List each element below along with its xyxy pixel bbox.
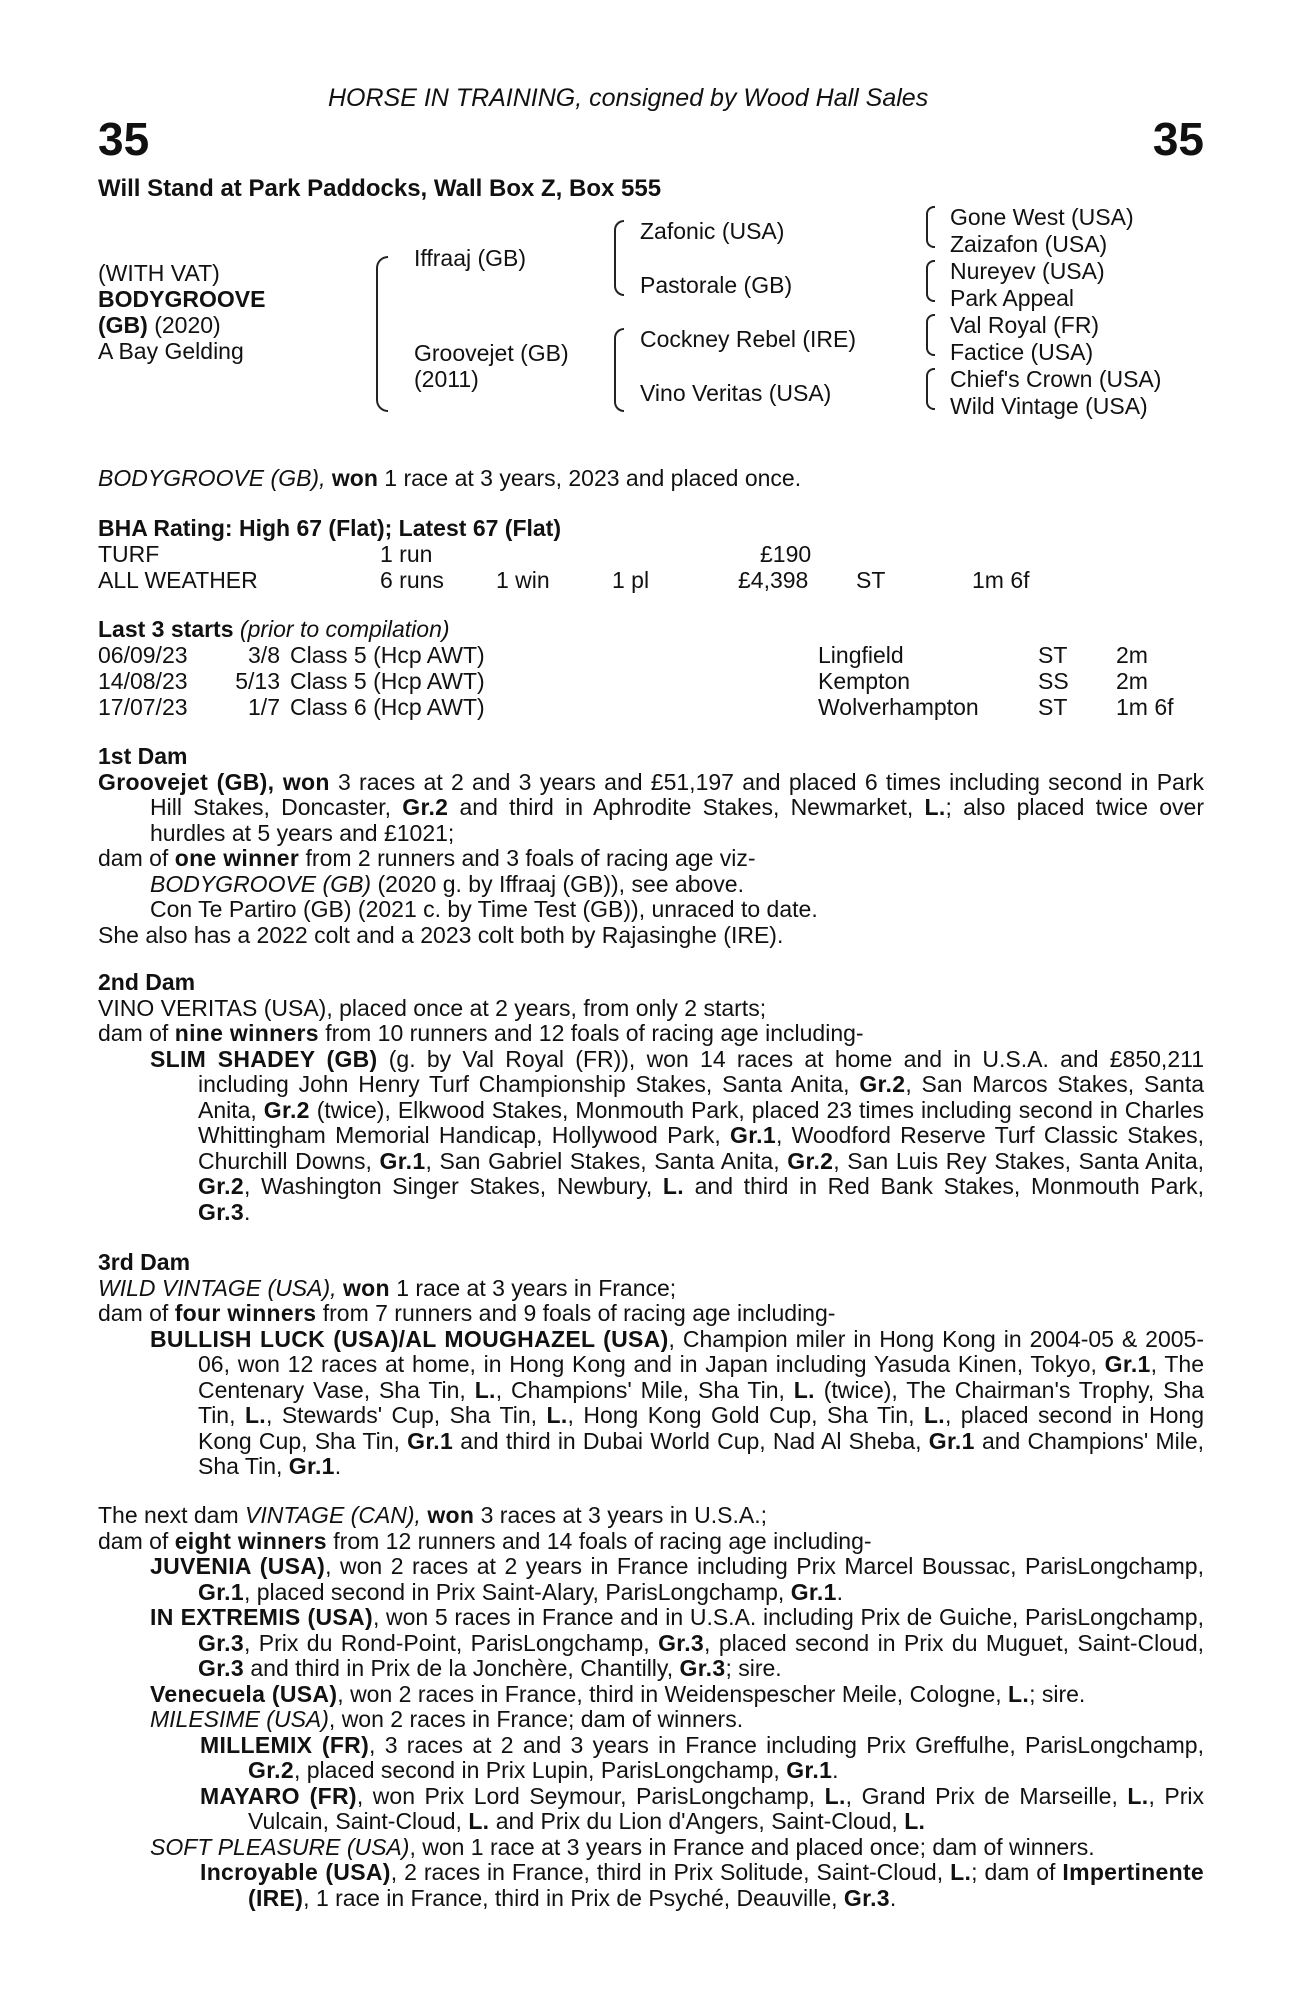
pedigree-g4-7: Chief's Crown (USA) — [950, 366, 1162, 392]
rating-surface: TURF — [98, 541, 160, 567]
rating-prize: £4,398 — [738, 567, 809, 593]
offspring-entry: Venecuela (USA), won 2 races in France, third in Weidenspescher Meile, Cologne, L.; sire. — [150, 1680, 1086, 1707]
start-distance: 2m — [1116, 668, 1148, 694]
rating-surface: ALL WEATHER — [98, 567, 258, 593]
pedigree-bracket-g4-2 — [926, 260, 935, 302]
pedigree-dam-sire: Cockney Rebel (IRE) — [640, 326, 857, 352]
pedigree-g4-4: Park Appeal — [950, 285, 1075, 311]
rating-prize: £190 — [760, 541, 812, 567]
start-class: Class 6 (Hcp AWT) — [290, 694, 485, 720]
pedigree-g4-1: Gone West (USA) — [950, 204, 1134, 230]
rating-distance: 1m 6f — [972, 567, 1030, 593]
start-date: 14/08/23 — [98, 668, 188, 694]
second-dam-record: VINO VERITAS (USA), placed once at 2 years, from only 2 starts; — [98, 994, 767, 1021]
first-dam-heading: 1st Dam — [98, 743, 188, 769]
rating-wins: 1 win — [496, 567, 550, 593]
pedigree-bracket-g4-3 — [926, 314, 935, 356]
next-dam-produce: dam of eight winners from 12 runners and 14 foals of racing age including- — [98, 1527, 872, 1554]
third-dam-heading: 3rd Dam — [98, 1249, 191, 1275]
start-date: 17/07/23 — [98, 694, 188, 720]
rating-runs: 1 run — [380, 541, 433, 567]
second-dam-produce: dam of nine winners from 10 runners and 12 foals of racing age including- — [98, 1020, 864, 1046]
summary-name: BODYGROOVE (GB), — [98, 465, 326, 491]
pedigree-dam-dam: Vino Veritas (USA) — [640, 380, 832, 406]
start-distance: 2m — [1116, 642, 1148, 668]
pedigree-g4-6: Factice (USA) — [950, 339, 1094, 365]
pedigree-dam-year: (2011) — [414, 366, 479, 392]
last-starts-title: Last 3 starts — [98, 616, 234, 642]
last-starts-note: (prior to compilation) — [239, 616, 450, 642]
first-dam-record: Groovejet (GB), won 3 races at 2 and 3 years and £51,197 and placed 6 times including second in Park Hill Stakes, Doncaster, Gr.2 and third in Aphrodite Stakes, Newmarket, L.; also placed twice over hurdles at 5 years and £1021; — [98, 768, 1204, 846]
start-position: 3/8 — [248, 642, 280, 668]
start-going: ST — [1038, 642, 1068, 668]
start-course: Wolverhampton — [818, 694, 979, 720]
first-dam-section — [98, 744, 1204, 948]
stand-location: Will Stand at Park Paddocks, Wall Box Z, Box 555 — [98, 175, 662, 202]
horse-year: (2020) — [154, 312, 221, 338]
third-dam-produce: dam of four winners from 7 runners and 9 foals of racing age including- — [98, 1300, 836, 1326]
offspring-entry: Incroyable (USA), 2 races in France, third in Prix Solitude, Saint-Cloud, L.; dam of Impertinente (IRE), 1 race in France, third in Prix de Psyché, Deauville, Gr.3. — [200, 1859, 1205, 1911]
offspring-entry: MILESIME (USA), won 2 races in France; dam of winners. — [150, 1706, 744, 1732]
rating-runs: 6 runs — [380, 567, 444, 593]
pedigree-sire-sire: Zafonic (USA) — [640, 218, 785, 244]
third-dam-record: WILD VINTAGE (USA), won 1 race at 3 years in France; — [98, 1274, 677, 1301]
offspring-entry: MILLEMIX (FR), 3 races at 2 and 3 years in France including Prix Greffulhe, ParisLongchamp, Gr.2, placed second in Prix Lupin, ParisLongchamp, Gr.1. — [200, 1731, 1204, 1783]
race-summary — [98, 465, 801, 491]
second-dam-heading: 2nd Dam — [98, 969, 196, 995]
start-date: 06/09/23 — [98, 642, 188, 668]
vat-label: (WITH VAT) — [98, 260, 220, 286]
summary-rest: 1 race at 3 years, 2023 and placed once. — [384, 465, 802, 491]
horse-description: A Bay Gelding — [98, 338, 244, 364]
pedigree-dam: Groovejet (GB) — [414, 340, 569, 366]
rating-placed: 1 pl — [612, 567, 650, 593]
start-position: 5/13 — [235, 668, 280, 694]
third-dam-section — [98, 1250, 1204, 1480]
start-going: ST — [1038, 694, 1068, 720]
offspring-entry: JUVENIA (USA), won 2 races at 2 years in France including Prix Marcel Boussac, ParisLongchamp, Gr.1, placed second in Prix Saint-Alary, ParisLongchamp, Gr.1. — [150, 1553, 1204, 1605]
start-course: Lingfield — [818, 642, 904, 668]
page-header: HORSE IN TRAINING, consigned by Wood Hall Sales — [328, 84, 929, 112]
offspring-entry: IN EXTREMIS (USA), won 5 races in France and in U.S.A. including Prix de Guiche, ParisLongchamp, Gr.3, Prix du Rond-Point, ParisLongchamp, Gr.3, placed second in Prix du Muguet, Saint-Cloud, Gr.3 and third in Prix de la Jonchère, Chantilly, Gr.3; sire. — [150, 1604, 1204, 1681]
start-class: Class 5 (Hcp AWT) — [290, 668, 485, 694]
start-position: 1/7 — [248, 694, 280, 720]
last-starts-heading — [98, 616, 450, 642]
pedigree-sire-dam: Pastorale (GB) — [640, 272, 793, 298]
horse-origin: (GB) — [98, 312, 148, 338]
pedigree-bracket-dam — [614, 328, 624, 412]
offspring-entry: Con Te Partiro (GB) (2021 c. by Time Test (GB)), unraced to date. — [150, 896, 818, 922]
next-dam-record: The next dam VINTAGE (CAN), won 3 races at 3 years in U.S.A.; — [98, 1502, 767, 1528]
pedigree-bracket-main — [376, 256, 388, 412]
lot-number-right: 35 — [1152, 113, 1204, 165]
first-dam-note: She also has a 2022 colt and a 2023 colt both by Rajasinghe (IRE). — [98, 921, 784, 948]
pedigree-g4-5: Val Royal (FR) — [950, 312, 1100, 338]
offspring-entry: BODYGROOVE (GB) (2020 g. by Iffraaj (GB)), see above. — [150, 870, 744, 897]
first-dam-produce: dam of one winner from 2 runners and 3 foals of racing age viz- — [98, 845, 756, 871]
offspring-entry: SLIM SHADEY (GB) (g. by Val Royal (FR)), won 14 races at home and in U.S.A. and £850,211 including John Henry Turf Championship Stakes, Santa Anita, Gr.2, San Marcos Stakes, Santa Anita, Gr.2 (twice), Elkwood Stakes, Monmouth Park, placed 23 times including second in Charles Whittingham Memorial Handicap, Hollywood Park, Gr.1, Woodford Reserve Turf Classic Stakes, Churchill Downs, Gr.1, San Gabriel Stakes, Santa Anita, Gr.2, San Luis Rey Stakes, Santa Anita, Gr.2, Washington Singer Stakes, Newbury, L. and third in Red Bank Stakes, Monmouth Park, Gr.3. — [150, 1045, 1205, 1225]
offspring-entry: MAYARO (FR), won Prix Lord Seymour, ParisLongchamp, L., Grand Prix de Marseille, L., Prix Vulcain, Saint-Cloud, L. and Prix du Lion d'Angers, Saint-Cloud, L. — [200, 1782, 1205, 1834]
pedigree-g4-3: Nureyev (USA) — [950, 258, 1105, 284]
lot-number-left: 35 — [98, 113, 150, 165]
pedigree-bracket-g4-1 — [926, 206, 935, 248]
offspring-entry: SOFT PLEASURE (USA), won 1 race at 3 years in France and placed once; dam of winners. — [150, 1833, 1095, 1860]
summary-won: won — [331, 465, 378, 491]
start-class: Class 5 (Hcp AWT) — [290, 642, 485, 668]
pedigree-sire: Iffraaj (GB) — [414, 245, 527, 271]
horse-name: BODYGROOVE — [98, 286, 266, 312]
start-going: SS — [1038, 668, 1069, 694]
bha-rating: BHA Rating: High 67 (Flat); Latest 67 (Flat) — [98, 515, 561, 541]
second-dam-section — [98, 970, 1204, 1225]
pedigree-bracket-sire — [614, 220, 624, 296]
pedigree-g4-2: Zaizafon (USA) — [950, 231, 1108, 257]
start-distance: 1m 6f — [1116, 694, 1174, 720]
offspring-entry: BULLISH LUCK (USA)/AL MOUGHAZEL (USA), Champion miler in Hong Kong in 2004-05 & 2005-06, won 12 races at home, in Hong Kong and in Japan including Yasuda Kinen, Tokyo, Gr.1, The Centenary Vase, Sha Tin, L., Champions' Mile, Sha Tin, L. (twice), The Chairman's Trophy, Sha Tin, L., Stewards' Cup, Sha Tin, L., Hong Kong Gold Cup, Sha Tin, L., placed second in Hong Kong Cup, Sha Tin, Gr.1 and third in Dubai World Cup, Nad Al Sheba, Gr.1 and Champions' Mile, Sha Tin, Gr.1. — [150, 1325, 1205, 1479]
rating-going: ST — [856, 567, 886, 593]
next-dam-section — [98, 1503, 1204, 1911]
horse-origin-year — [98, 312, 221, 338]
start-course: Kempton — [818, 668, 911, 694]
pedigree-bracket-g4-4 — [926, 368, 935, 410]
pedigree-g4-8: Wild Vintage (USA) — [950, 393, 1148, 419]
